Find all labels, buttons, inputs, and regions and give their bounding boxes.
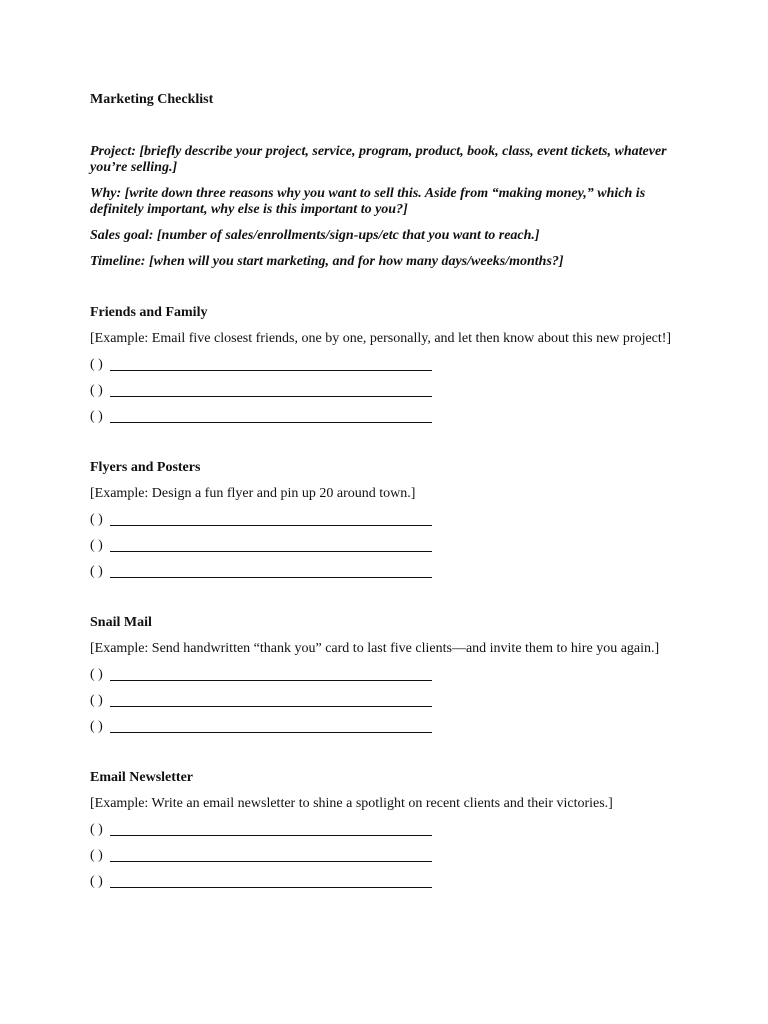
section-example: [Example: Write an email newsletter to shine a spotlight on recent clients and their victories.] <box>90 796 613 811</box>
section-example: [Example: Send handwritten “thank you” card to last five clients—and invite them to hire you again.] <box>90 641 660 656</box>
blank-line[interactable] <box>110 873 432 888</box>
section-heading: Email Newsletter <box>90 770 194 785</box>
checklist-item[interactable] <box>90 537 690 555</box>
section-friends-family <box>90 304 690 426</box>
checklist-item[interactable] <box>90 408 690 426</box>
checklist-item[interactable] <box>90 563 690 581</box>
section-heading: Snail Mail <box>90 615 152 630</box>
intro-project: Project: [briefly describe your project, service, program, product, book, class, event tickets, whatever you’re selling.] <box>90 144 667 175</box>
blank-line[interactable] <box>110 666 432 681</box>
checkbox[interactable]: ( ) <box>90 822 103 837</box>
checklist-item[interactable] <box>90 847 690 865</box>
checkbox[interactable]: ( ) <box>90 538 103 553</box>
checklist-item[interactable] <box>90 692 690 710</box>
section-heading: Flyers and Posters <box>90 460 201 475</box>
blank-line[interactable] <box>110 563 432 578</box>
checkbox[interactable]: ( ) <box>90 409 103 424</box>
checkbox[interactable]: ( ) <box>90 719 103 734</box>
blank-line[interactable] <box>110 511 432 526</box>
checklist-item[interactable] <box>90 356 690 374</box>
blank-line[interactable] <box>110 382 432 397</box>
section-example: [Example: Design a fun flyer and pin up 20 around town.] <box>90 486 416 501</box>
section-snail-mail <box>90 614 690 736</box>
checkbox[interactable]: ( ) <box>90 667 103 682</box>
blank-line[interactable] <box>110 408 432 423</box>
blank-line[interactable] <box>110 821 432 836</box>
blank-line[interactable] <box>110 718 432 733</box>
blank-line[interactable] <box>110 692 432 707</box>
checkbox[interactable]: ( ) <box>90 564 103 579</box>
checkbox[interactable]: ( ) <box>90 848 103 863</box>
intro-timeline: Timeline: [when will you start marketing, and for how many days/weeks/months?] <box>90 254 564 269</box>
checklist-item[interactable] <box>90 382 690 400</box>
checklist-item[interactable] <box>90 511 690 529</box>
intro-block <box>90 144 690 270</box>
checkbox[interactable]: ( ) <box>90 383 103 398</box>
blank-line[interactable] <box>110 356 432 371</box>
checklist-item[interactable] <box>90 873 690 891</box>
checkbox[interactable]: ( ) <box>90 512 103 527</box>
checklist-item[interactable] <box>90 666 690 684</box>
section-heading: Friends and Family <box>90 305 208 320</box>
blank-line[interactable] <box>110 537 432 552</box>
blank-line[interactable] <box>110 847 432 862</box>
checkbox[interactable]: ( ) <box>90 874 103 889</box>
section-email-newsletter <box>90 769 690 891</box>
intro-why: Why: [write down three reasons why you want to sell this. Aside from “making money,” which is definitely important, why else is this important to you?] <box>90 186 646 217</box>
document-page <box>90 91 690 899</box>
checklist-item[interactable] <box>90 821 690 839</box>
checkbox[interactable]: ( ) <box>90 357 103 372</box>
section-flyers-posters <box>90 459 690 581</box>
checklist-item[interactable] <box>90 718 690 736</box>
section-example: [Example: Email five closest friends, one by one, personally, and let then know about this new project!] <box>90 331 672 346</box>
intro-sales-goal: Sales goal: [number of sales/enrollments/sign-ups/etc that you want to reach.] <box>90 228 540 243</box>
document-title: Marketing Checklist <box>90 92 214 107</box>
checkbox[interactable]: ( ) <box>90 693 103 708</box>
